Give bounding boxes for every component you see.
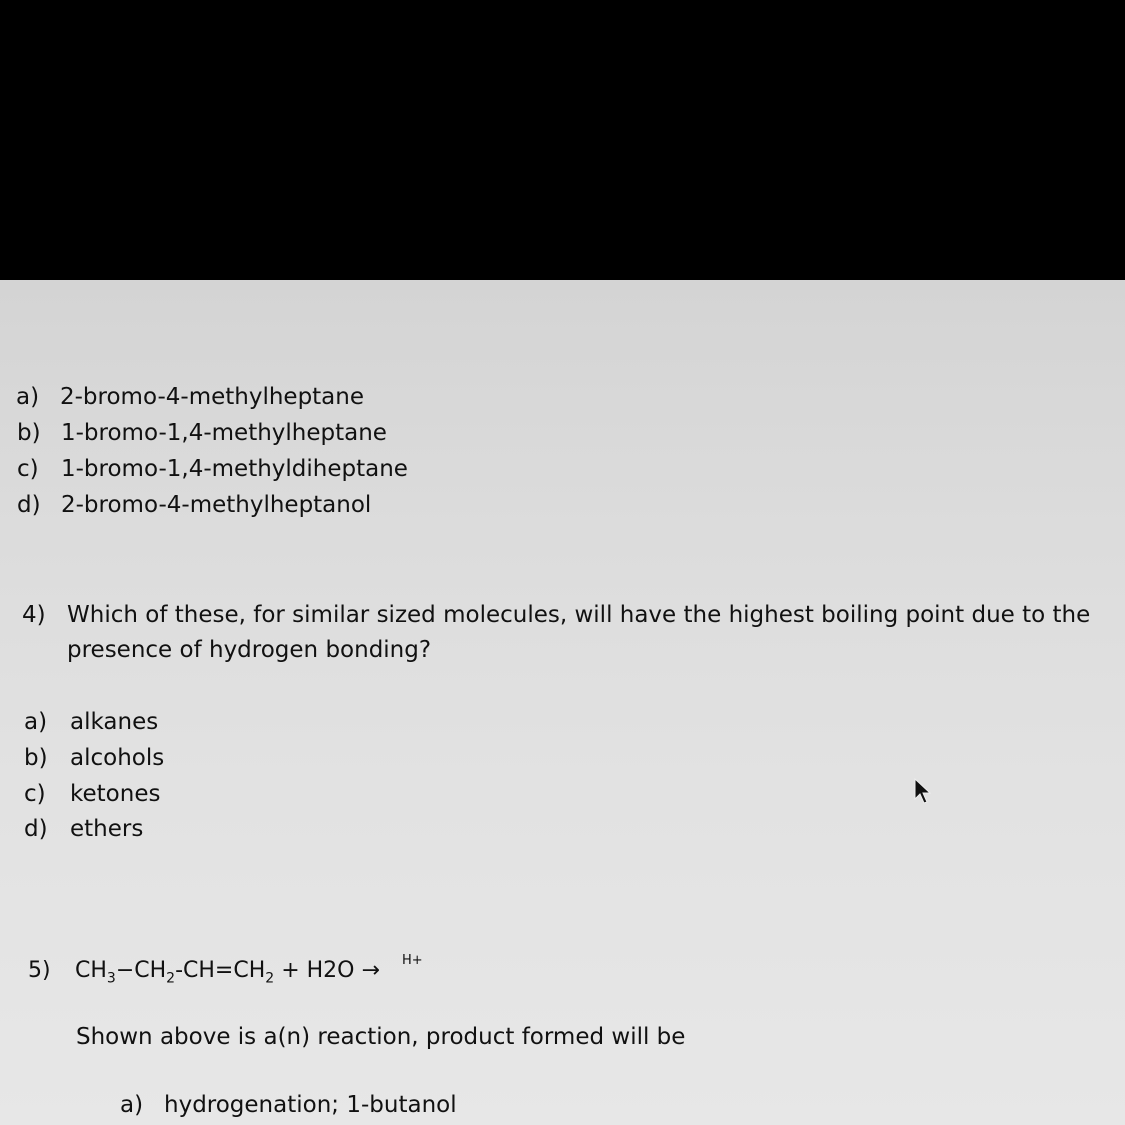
eq-sub-2b: 2 bbox=[265, 970, 275, 987]
eq-mid-1: −CH bbox=[115, 958, 167, 983]
question-5-stem: Shown above is a(n) reaction, product formed will be bbox=[76, 1024, 686, 1050]
eq-sub-3: 3 bbox=[106, 970, 116, 987]
option-label: d) bbox=[24, 816, 48, 842]
q4-option-a[interactable] bbox=[24, 709, 158, 735]
eq-sub-2a: 2 bbox=[166, 970, 176, 987]
question-line-1: Which of these, for similar sized molecules, will have the highest boiling point due to the bbox=[67, 602, 1091, 628]
option-text: ethers bbox=[70, 816, 144, 842]
question-4-text bbox=[22, 602, 1090, 628]
option-text: alkanes bbox=[70, 709, 159, 735]
q4-option-b[interactable] bbox=[24, 745, 164, 771]
q4-option-c[interactable] bbox=[24, 781, 160, 807]
question-number: 4) bbox=[22, 602, 46, 628]
option-text: hydrogenation; 1-butanol bbox=[164, 1092, 457, 1118]
option-text: 1-bromo-1,4-methyldiheptane bbox=[61, 456, 408, 482]
q4-option-d[interactable] bbox=[24, 816, 143, 842]
question-4-line-2: presence of hydrogen bonding? bbox=[67, 637, 432, 663]
q5-option-a[interactable] bbox=[120, 1092, 457, 1118]
option-label: a) bbox=[16, 384, 40, 410]
eq-ch: CH bbox=[75, 958, 107, 983]
option-text: 2-bromo-4-methylheptane bbox=[60, 384, 365, 410]
option-label: b) bbox=[24, 745, 48, 771]
question-number: 5) bbox=[28, 958, 51, 983]
option-label: a) bbox=[24, 709, 48, 735]
catalyst-label: H+ bbox=[402, 953, 423, 968]
q3-option-b[interactable] bbox=[17, 420, 387, 446]
option-label: b) bbox=[17, 420, 41, 446]
black-bezel-top bbox=[0, 0, 1125, 280]
mouse-pointer-icon bbox=[913, 778, 933, 804]
eq-tail: + H2O → bbox=[274, 958, 380, 983]
q3-option-c[interactable] bbox=[17, 456, 408, 482]
option-text: 2-bromo-4-methylheptanol bbox=[61, 492, 372, 518]
option-text: ketones bbox=[70, 781, 161, 807]
eq-mid-2: -CH=CH bbox=[175, 958, 266, 983]
option-label: c) bbox=[17, 456, 39, 482]
option-text: 1-bromo-1,4-methylheptane bbox=[61, 420, 387, 446]
option-text: alcohols bbox=[70, 745, 165, 771]
q3-option-a[interactable] bbox=[16, 384, 364, 410]
option-label: a) bbox=[120, 1092, 144, 1118]
question-5-equation bbox=[28, 958, 380, 986]
option-label: d) bbox=[17, 492, 41, 518]
option-label: c) bbox=[24, 781, 46, 807]
q3-option-d[interactable] bbox=[17, 492, 371, 518]
